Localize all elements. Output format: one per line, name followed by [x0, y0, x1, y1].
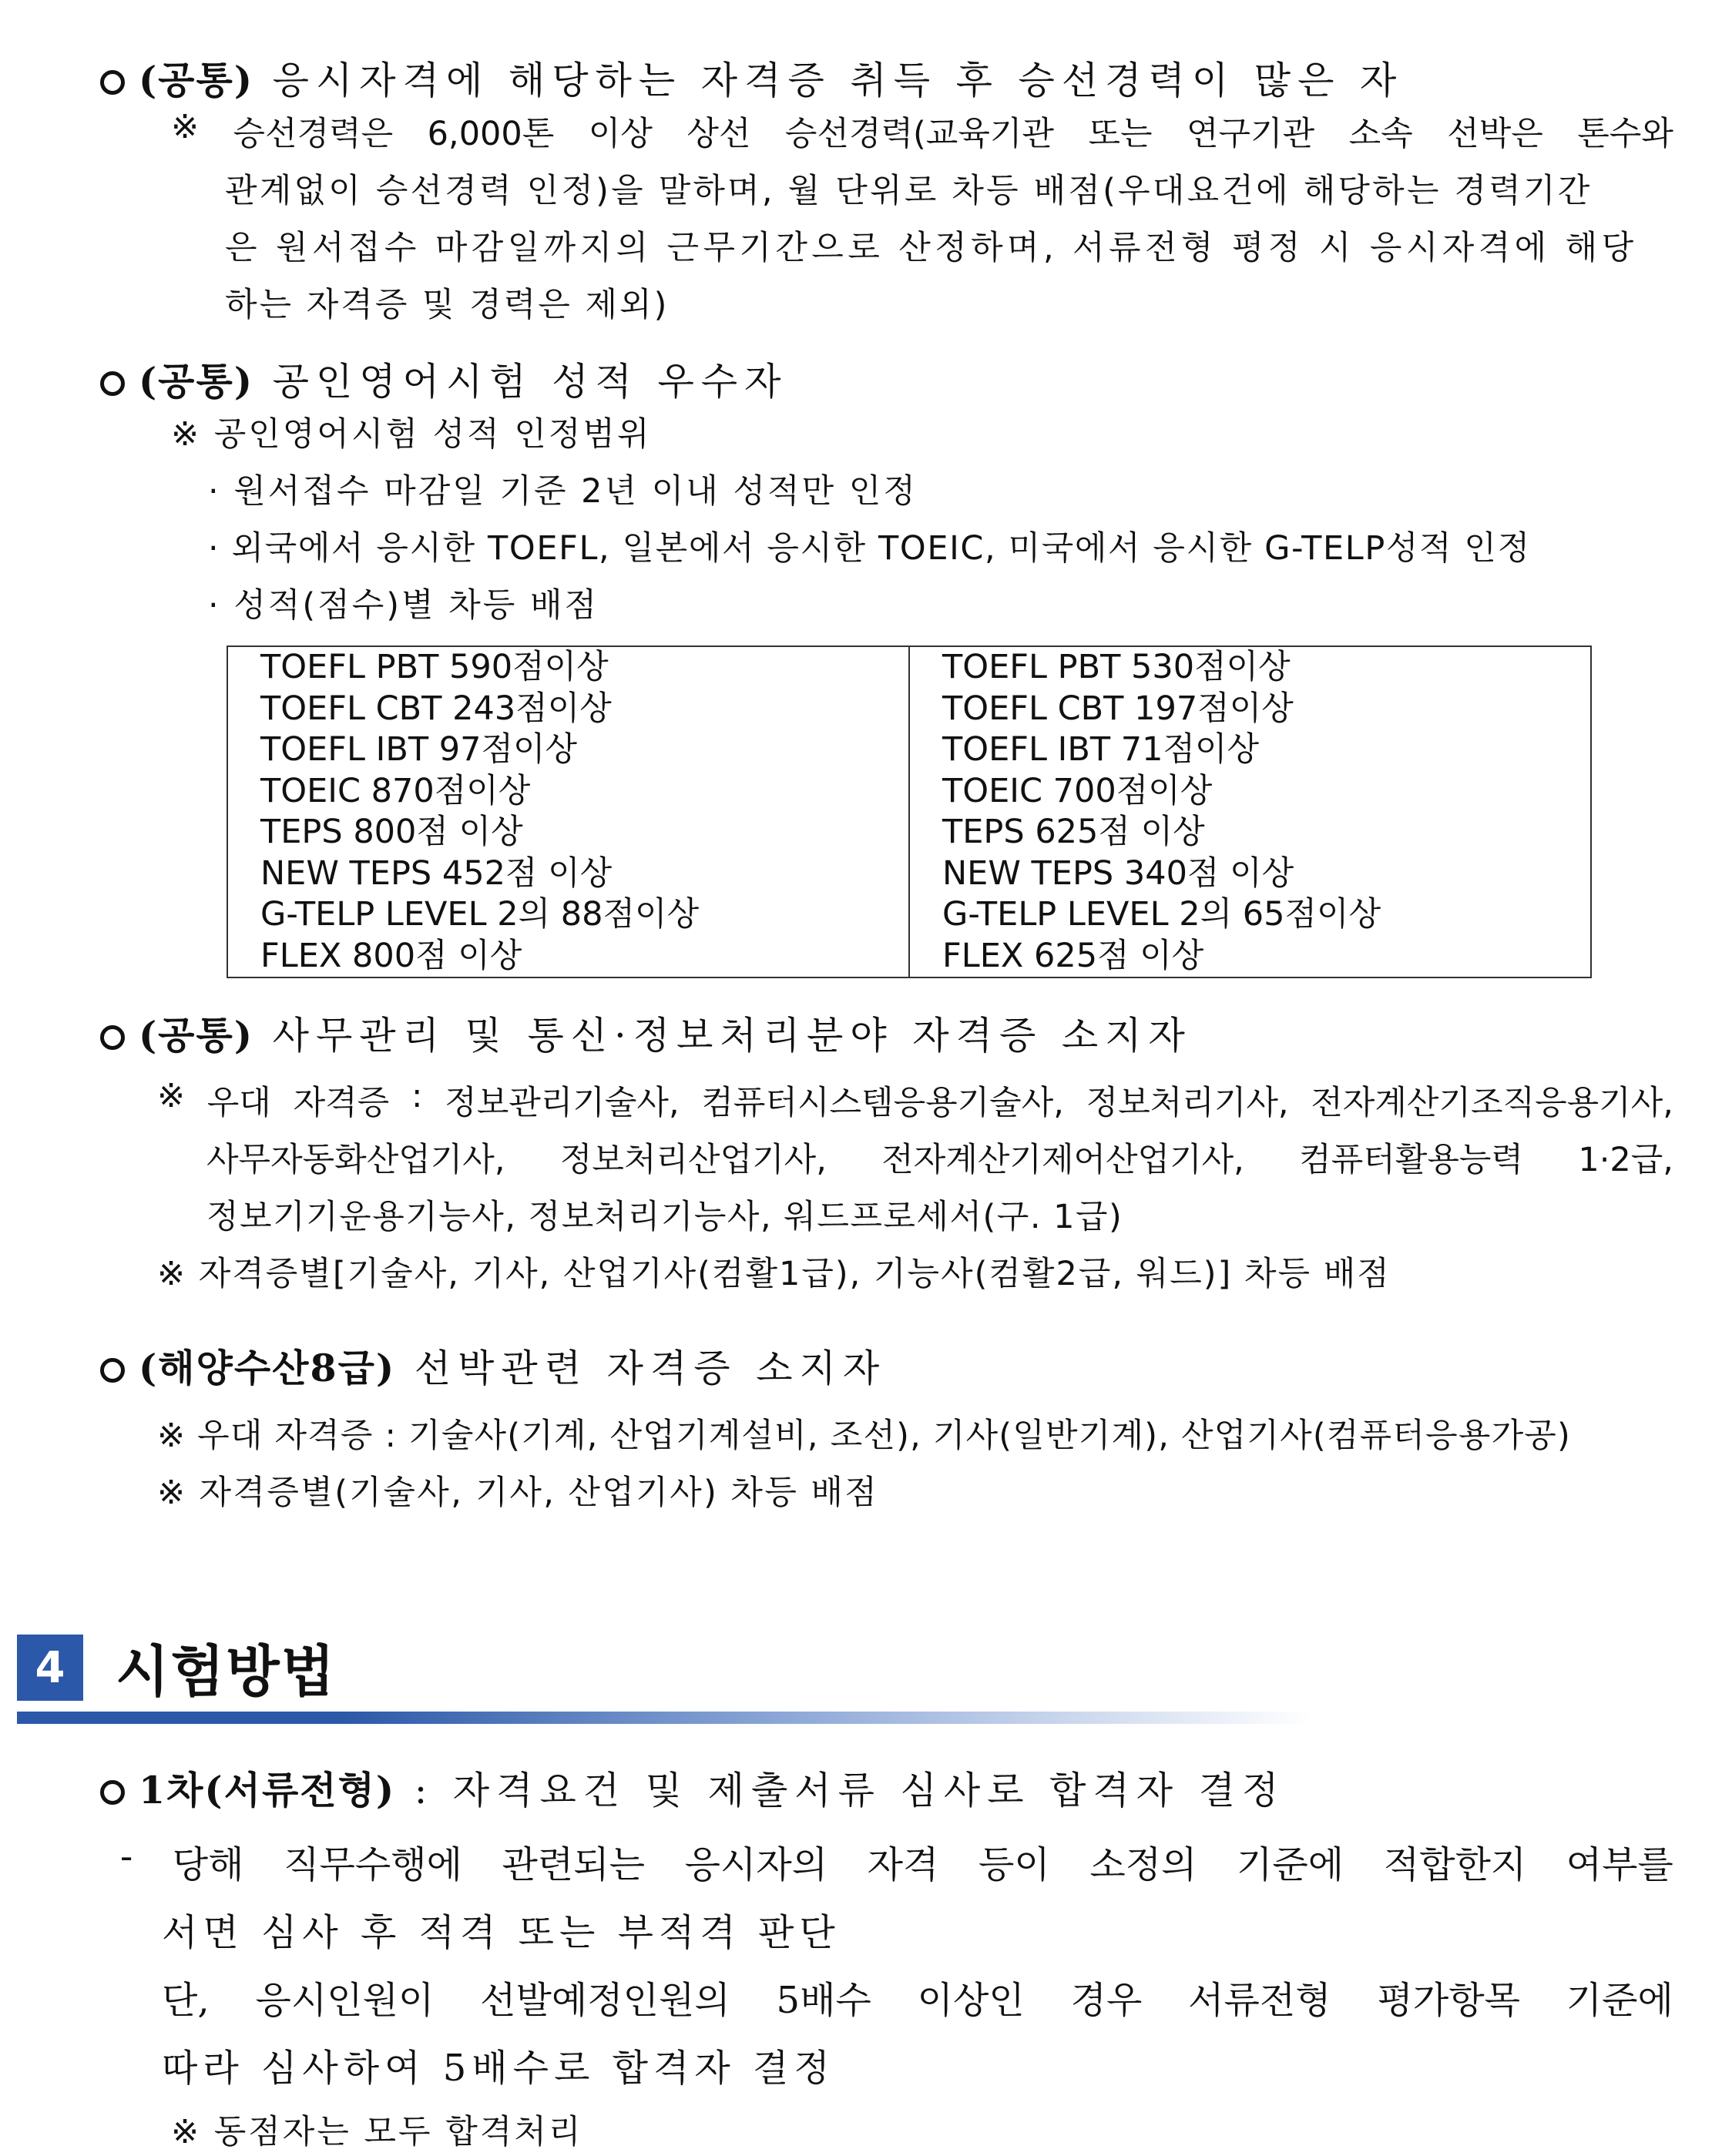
item-prefix: (공통): [139, 58, 254, 102]
score-item: FLEX 800점 이상: [260, 936, 522, 975]
note-line: 하는 자격증 및 경력은 제외): [225, 286, 670, 324]
score-item: NEW TEPS 340점 이상: [942, 853, 1294, 893]
item-title: 응시자격에 해당하는 자격증 취득 후 승선경력이 많은 자: [272, 59, 1404, 102]
score-item: TOEFL CBT 243점이상: [260, 689, 612, 728]
item-title: 공인영어시험 성적 우수자: [272, 360, 788, 404]
item-prefix: (공통): [139, 359, 254, 404]
score-item: TEPS 625점 이상: [942, 813, 1205, 851]
score-item: TOEFL IBT 71점이상: [942, 730, 1260, 769]
note-line: ※ 승선경력은 6,000톤 이상 상선 승선경력(교육기관 또는 연구기관 소속 선박은 톤수와: [171, 108, 1673, 153]
note-line: ※ 우대 자격증 : 정보관리기술사, 컴퓨터시스템응용기술사, 정보처리기사, 전자계산기조직응용기사,: [157, 1077, 1673, 1122]
section-divider: [17, 1712, 1311, 1724]
step1-line: 따라 심사하여 5배수로 합격자 결정: [162, 2047, 835, 2090]
item-title: 사무관리 및 통신·정보처리분야 자격증 소지자: [272, 1014, 1192, 1058]
step-prefix: 1차(서류전형): [139, 1768, 396, 1812]
score-item: TOEIC 870점이상: [260, 771, 531, 810]
circle-bullet-icon: [100, 1025, 125, 1050]
section-number-badge: 4: [17, 1635, 83, 1701]
note-line: ※ 공인영어시험 성적 인정범위: [171, 415, 652, 454]
bullet-line: · 성적(점수)별 차등 배점: [208, 586, 599, 625]
step1-heading: [100, 1761, 1285, 1815]
bullet-line: · 외국에서 응시한 TOEFL, 일본에서 응시한 TOEIC, 미국에서 응시한 G-TELP성적 인정: [208, 529, 1531, 568]
score-item: TEPS 800점 이상: [260, 813, 523, 851]
score-item: G-TELP LEVEL 2의 88점이상: [260, 895, 700, 934]
note-line: 은 원서접수 마감일까지의 근무기간으로 산정하며, 서류전형 평정 시 응시자격에 해당: [225, 229, 1638, 267]
circle-bullet-icon: [100, 1358, 125, 1383]
score-item: FLEX 625점 이상: [942, 936, 1204, 975]
item-heading-vessel-cert: [100, 1339, 886, 1393]
step1-line: 단, 응시인원이 선발예정인원의 5배수 이상인 경우 서류전형 평가항목 기준에: [162, 1979, 1673, 2022]
item-heading-english-test: [100, 352, 787, 406]
section-title: 시험방법: [116, 1639, 337, 1704]
step1-line: 서면 심사 후 적격 또는 부적격 판단: [162, 1911, 841, 1954]
note-line: 정보기기운용기능사, 정보처리기능사, 워드프로세서(구. 1급): [206, 1198, 1123, 1236]
score-item: TOEIC 700점이상: [942, 771, 1213, 810]
step1-note: ※ 동점자는 모두 합격처리: [171, 2113, 583, 2151]
item-heading-office-it-cert: [100, 1006, 1192, 1060]
score-column-high: [227, 646, 909, 977]
circle-bullet-icon: [100, 70, 125, 95]
score-item: TOEFL IBT 97점이상: [260, 730, 578, 769]
score-table: [227, 645, 1592, 978]
step1-line: - 당해 직무수행에 관련되는 응시자의 자격 등이 소정의 기준에 적합한지 여부를: [120, 1835, 1673, 1886]
item-prefix: (해양수산8급): [139, 1346, 396, 1390]
circle-bullet-icon: [100, 371, 125, 396]
note-line: ※ 우대 자격증 : 기술사(기계, 산업기계설비, 조선), 기사(일반기계), 산업기사(컴퓨터응용가공): [157, 1417, 1572, 1455]
bullet-line: · 원서접수 마감일 기준 2년 이내 성적만 인정: [208, 472, 918, 511]
score-column-low: [909, 646, 1591, 977]
score-item: TOEFL CBT 197점이상: [942, 689, 1294, 728]
note-line: 관계없이 승선경력 인정)을 말하며, 월 단위로 차등 배점(우대요건에 해당하는 경력기간: [225, 172, 1593, 210]
score-item: TOEFL PBT 530점이상: [942, 648, 1291, 686]
note-line: ※ 자격증별[기술사, 기사, 산업기사(컴활1급), 기능사(컴활2급, 워드)] 차등 배점: [157, 1255, 1391, 1293]
note-line: 사무자동화산업기사, 정보처리산업기사, 전자계산기제어산업기사, 컴퓨터활용능력 1·2급,: [206, 1141, 1673, 1179]
score-item: NEW TEPS 452점 이상: [260, 853, 613, 893]
item-title: 선박관련 자격증 소지자: [414, 1346, 887, 1390]
circle-bullet-icon: [100, 1780, 125, 1805]
step-title: : 자격요건 및 제출서류 심사로 합격자 결정: [414, 1769, 1286, 1812]
item-heading-boarding-experience: [100, 51, 1403, 105]
note-line: ※ 자격증별(기술사, 기사, 산업기사) 차등 배점: [157, 1474, 879, 1512]
score-item: TOEFL PBT 590점이상: [260, 648, 609, 686]
item-prefix: (공통): [139, 1013, 254, 1058]
score-item: G-TELP LEVEL 2의 65점이상: [942, 895, 1381, 934]
